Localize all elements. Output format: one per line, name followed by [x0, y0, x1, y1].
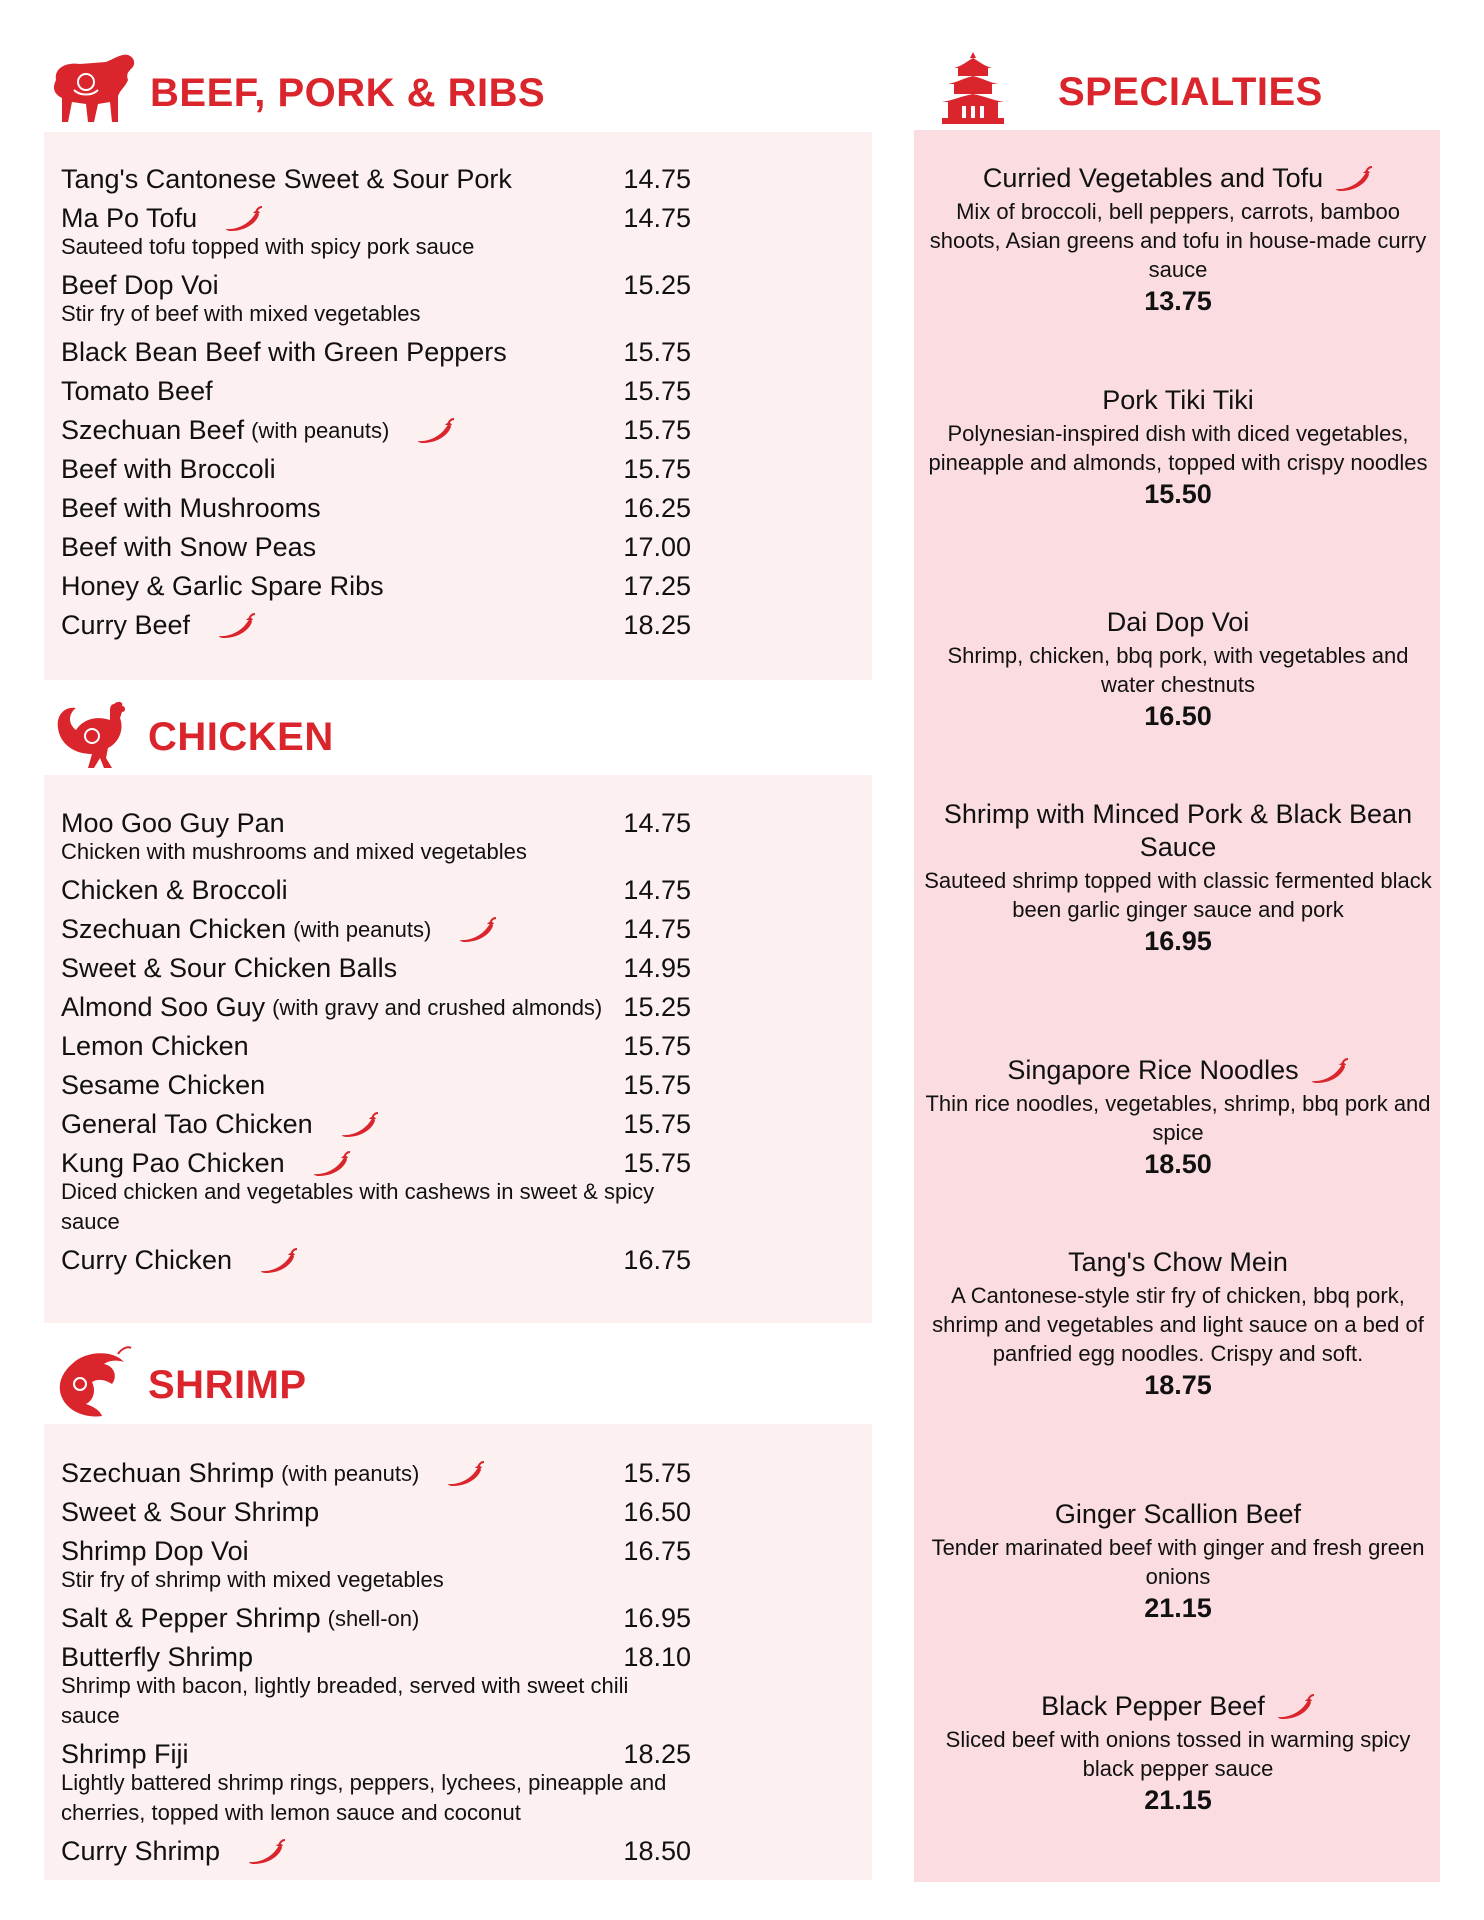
- dish-name: Moo Goo Guy Pan: [61, 808, 285, 838]
- menu-item: [61, 1027, 761, 1066]
- menu-item-price: 16.25: [623, 493, 691, 523]
- menu-item-name: [61, 808, 285, 839]
- specialty-description: Sauteed shrimp topped with classic fermented black been garlic ginger sauce and pork: [924, 868, 1432, 922]
- menu-item-name: [61, 1031, 249, 1062]
- menu-item-price: 16.75: [623, 1536, 691, 1566]
- dish-name: Sesame Chicken: [61, 1070, 266, 1100]
- menu-item-row: [61, 1454, 761, 1493]
- dish-name: Szechuan Beef: [61, 415, 245, 445]
- rooster-icon: [54, 698, 130, 772]
- menu-item-name: [61, 493, 321, 524]
- menu-item-price: 17.25: [623, 571, 691, 601]
- chicken-items: [61, 804, 761, 1280]
- menu-item-description: Shrimp with bacon, lightly breaded, served with sweet chili sauce: [61, 1673, 629, 1728]
- chili-pepper-icon: [223, 205, 263, 233]
- menu-item-name: [61, 992, 602, 1023]
- specialty-name: [918, 1054, 1438, 1087]
- menu-item-row: [61, 450, 761, 489]
- menu-item-price: 15.75: [623, 376, 691, 406]
- menu-item-name: [61, 1536, 249, 1567]
- dish-note: (with gravy and crushed almonds): [272, 994, 603, 1020]
- ox-icon: [46, 50, 138, 128]
- specialty-description: A Cantonese-style stir fry of chicken, bbq pork, shrimp and vegetables and light sauce on a bed of panfried egg noodles. Crispy and soft.: [932, 1283, 1424, 1366]
- dish-name: Chicken & Broccoli: [61, 875, 288, 905]
- menu-item: [61, 411, 761, 450]
- menu-item-name: [61, 454, 276, 485]
- menu-item-name: [61, 415, 455, 446]
- dish-name: Dai Dop Voi: [1106, 607, 1250, 637]
- menu-item: [61, 1735, 761, 1828]
- menu-item-row: [61, 871, 761, 910]
- specialty-description: Sliced beef with onions tossed in warming spicy black pepper sauce: [945, 1727, 1411, 1781]
- menu-item-price: 15.75: [623, 415, 691, 445]
- menu-item-price: 14.75: [623, 808, 691, 838]
- menu-item-name: [61, 376, 213, 407]
- dish-name: Singapore Rice Noodles: [1007, 1055, 1299, 1085]
- chili-pepper-icon: [1275, 1693, 1315, 1721]
- shrimp-items: [61, 1454, 761, 1871]
- menu-item-row: [61, 489, 761, 528]
- dish-name: Ma Po Tofu: [61, 203, 198, 233]
- menu-item-row: [61, 372, 761, 411]
- menu-item-row: [61, 949, 761, 988]
- specialties-section-title: SPECIALTIES: [1058, 69, 1323, 114]
- dish-name: Beef with Broccoli: [61, 454, 276, 484]
- specialty-item: [918, 1246, 1438, 1402]
- menu-item-description: Lightly battered shrimp rings, peppers, lychees, pineapple and cherries, topped with lemon sauce and coconut: [61, 1770, 667, 1825]
- menu-item: [61, 266, 761, 329]
- menu-item-description: Sauteed tofu topped with spicy pork sauce: [61, 234, 475, 259]
- dish-name: Beef Dop Voi: [61, 270, 219, 300]
- dish-name: Black Bean Beef with Green Peppers: [61, 337, 507, 367]
- dish-name: Sweet & Sour Shrimp: [61, 1497, 320, 1527]
- specialty-name: [918, 384, 1438, 417]
- shrimp-section-header: [52, 1344, 307, 1420]
- temple-icon: [940, 50, 1006, 126]
- menu-item-row: [61, 910, 761, 949]
- menu-item-price: 15.75: [623, 337, 691, 367]
- menu-item: [61, 528, 761, 567]
- specialty-description: Thin rice noodles, vegetables, shrimp, bbq pork and spice: [925, 1091, 1431, 1145]
- chili-pepper-icon: [339, 1111, 379, 1139]
- menu-item-price: 16.75: [623, 1245, 691, 1275]
- menu-item-price: 14.75: [623, 875, 691, 905]
- shrimp-icon: [52, 1344, 132, 1420]
- specialty-item: [918, 384, 1438, 511]
- menu-item-row: [61, 528, 761, 567]
- menu-item-price: 14.75: [623, 164, 691, 194]
- menu-item-price: 18.50: [623, 1836, 691, 1866]
- menu-item-description: Chicken with mushrooms and mixed vegetables: [61, 839, 527, 864]
- dish-name: Butterfly Shrimp: [61, 1642, 254, 1672]
- menu-item: [61, 1832, 761, 1871]
- dish-name: Honey & Garlic Spare Ribs: [61, 571, 384, 601]
- specialty-price: 21.15: [1144, 1593, 1212, 1623]
- menu-item-price: 17.00: [623, 532, 691, 562]
- dish-name: Shrimp Dop Voi: [61, 1536, 249, 1566]
- menu-item: [61, 489, 761, 528]
- specialty-description: Mix of broccoli, bell peppers, carrots, bamboo shoots, Asian greens and tofu in house-made curry sauce: [929, 199, 1427, 282]
- menu-item-name: [61, 610, 256, 641]
- menu-item: [61, 988, 761, 1027]
- menu-item: [61, 606, 761, 645]
- dish-name: Curry Chicken: [61, 1245, 233, 1275]
- menu-item-row: [61, 411, 761, 450]
- menu-item-name: [61, 571, 384, 602]
- menu-item-price: 14.95: [623, 953, 691, 983]
- chicken-section-title: CHICKEN: [148, 714, 334, 759]
- specialty-name: [918, 162, 1438, 195]
- menu-item-price: 15.25: [623, 992, 691, 1022]
- dish-name: Sweet & Sour Chicken Balls: [61, 953, 398, 983]
- dish-name: Lemon Chicken: [61, 1031, 249, 1061]
- menu-item-row: [61, 1066, 761, 1105]
- menu-item-price: 15.75: [623, 1031, 691, 1061]
- menu-item-name: [61, 1148, 351, 1179]
- menu-item-row: [61, 606, 761, 645]
- menu-item-price: 18.25: [623, 1739, 691, 1769]
- chili-pepper-icon: [415, 417, 455, 445]
- dish-name: Ginger Scallion Beef: [1054, 1499, 1302, 1529]
- menu-item-row: [61, 160, 761, 199]
- menu-item-row: [61, 1241, 761, 1280]
- menu-item-description: Diced chicken and vegetables with cashews in sweet & spicy sauce: [61, 1179, 655, 1234]
- dish-name: Shrimp with Minced Pork & Black Bean Sauce: [943, 799, 1413, 862]
- specialty-name: [918, 1690, 1438, 1723]
- menu-item-name: [61, 914, 497, 945]
- menu-item: [61, 372, 761, 411]
- specialty-price: 16.95: [1144, 926, 1212, 956]
- menu-item-price: 15.75: [623, 454, 691, 484]
- chili-pepper-icon: [246, 1838, 286, 1866]
- specialty-description: Shrimp, chicken, bbq pork, with vegetables and water chestnuts: [947, 643, 1409, 697]
- dish-name: Curry Beef: [61, 610, 191, 640]
- menu-item-row: [61, 333, 761, 372]
- menu-item: [61, 949, 761, 988]
- menu-item: [61, 160, 761, 199]
- chili-pepper-icon: [445, 1460, 485, 1488]
- menu-item-name: [61, 532, 316, 563]
- specialty-item: [918, 1054, 1438, 1181]
- menu-item: [61, 1105, 761, 1144]
- specialty-item: [918, 606, 1438, 733]
- menu-item: [61, 1241, 761, 1280]
- menu-item: [61, 1144, 761, 1237]
- menu-item-row: [61, 1493, 761, 1532]
- shrimp-section-title: SHRIMP: [148, 1362, 307, 1407]
- menu-item: [61, 1532, 761, 1595]
- chili-pepper-icon: [1309, 1057, 1349, 1085]
- dish-note: (with peanuts): [251, 417, 390, 443]
- menu-item-price: 18.25: [623, 610, 691, 640]
- beef-section-title: BEEF, PORK & RIBS: [150, 70, 546, 115]
- dish-name: Curried Vegetables and Tofu: [982, 163, 1324, 193]
- specialty-price: 18.75: [1144, 1370, 1212, 1400]
- dish-name: Black Pepper Beef: [1041, 1691, 1265, 1721]
- specialty-name: [918, 1498, 1438, 1531]
- menu-item-name: [61, 1109, 379, 1140]
- dish-note: (with peanuts): [281, 1460, 420, 1486]
- specialty-item: [918, 1498, 1438, 1625]
- menu-item: [61, 910, 761, 949]
- specialty-item: [918, 162, 1438, 318]
- menu-item-name: [61, 1603, 419, 1634]
- menu-item-price: 15.25: [623, 270, 691, 300]
- chili-pepper-icon: [1333, 165, 1373, 193]
- menu-item-name: [61, 270, 219, 301]
- menu-item-name: [61, 1245, 298, 1276]
- menu-item-row: [61, 1599, 761, 1638]
- dish-name: General Tao Chicken: [61, 1109, 313, 1139]
- menu-item: [61, 1638, 761, 1731]
- menu-item-name: [61, 1497, 319, 1528]
- dish-note: (with peanuts): [293, 916, 432, 942]
- specialty-price: 21.15: [1144, 1785, 1212, 1815]
- dish-name: Pork Tiki Tiki: [1102, 385, 1254, 415]
- menu-item-name: [61, 1836, 286, 1867]
- specialty-description: Polynesian-inspired dish with diced vegetables, pineapple and almonds, topped with crispy noodles: [928, 421, 1428, 475]
- menu-item-price: 14.75: [623, 914, 691, 944]
- dish-name: Tomato Beef: [61, 376, 213, 406]
- specialties-section-header: [940, 50, 1323, 126]
- menu-item: [61, 567, 761, 606]
- menu-item-name: [61, 1070, 265, 1101]
- chili-pepper-icon: [258, 1247, 298, 1275]
- menu-item-price: 15.75: [623, 1458, 691, 1488]
- menu-item: [61, 199, 761, 262]
- dish-name: Tang's Cantonese Sweet & Sour Pork: [61, 164, 512, 194]
- menu-item-name: [61, 875, 288, 906]
- menu-item-price: 18.10: [623, 1642, 691, 1672]
- menu-item: [61, 804, 761, 867]
- dish-name: Beef with Mushrooms: [61, 493, 321, 523]
- menu-item-name: [61, 337, 507, 368]
- specialty-item: [918, 798, 1438, 958]
- menu-item-name: [61, 953, 397, 984]
- dish-name: Salt & Pepper Shrimp: [61, 1603, 321, 1633]
- menu-item-description: Stir fry of shrimp with mixed vegetables: [61, 1567, 444, 1592]
- menu-item-price: 16.50: [623, 1497, 691, 1527]
- specialty-name: [918, 606, 1438, 639]
- dish-name: Szechuan Shrimp: [61, 1458, 275, 1488]
- menu-item-price: 16.95: [623, 1603, 691, 1633]
- specialty-name: [918, 798, 1438, 864]
- menu-item: [61, 1599, 761, 1638]
- beef-section-header: [46, 50, 545, 128]
- specialty-price: 18.50: [1144, 1149, 1212, 1179]
- menu-item-name: [61, 1739, 189, 1770]
- dish-name: Kung Pao Chicken: [61, 1148, 285, 1178]
- dish-note: (shell-on): [327, 1605, 420, 1631]
- menu-item-row: [61, 1105, 761, 1144]
- menu-item-name: [61, 1642, 253, 1673]
- menu-item: [61, 333, 761, 372]
- chili-pepper-icon: [311, 1150, 351, 1178]
- dish-name: Shrimp Fiji: [61, 1739, 189, 1769]
- dish-name: Tang's Chow Mein: [1068, 1247, 1288, 1277]
- menu-item-row: [61, 1832, 761, 1871]
- menu-item-price: 15.75: [623, 1148, 691, 1178]
- menu-item-name: [61, 164, 512, 195]
- menu-item-name: [61, 203, 263, 234]
- menu-item: [61, 450, 761, 489]
- menu-item-row: [61, 988, 761, 1027]
- dish-name: Almond Soo Guy: [61, 992, 266, 1022]
- menu-item: [61, 1454, 761, 1493]
- menu-item: [61, 1493, 761, 1532]
- chili-pepper-icon: [216, 612, 256, 640]
- dish-name: Curry Shrimp: [61, 1836, 221, 1866]
- menu-item-name: [61, 1458, 485, 1489]
- menu-item: [61, 1066, 761, 1105]
- specialty-description: Tender marinated beef with ginger and fresh green onions: [931, 1535, 1425, 1589]
- chicken-section-header: [54, 698, 334, 772]
- menu-item-description: Stir fry of beef with mixed vegetables: [61, 301, 421, 326]
- dish-name: Szechuan Chicken: [61, 914, 287, 944]
- specialty-price: 16.50: [1144, 701, 1212, 731]
- beef-items: [61, 160, 761, 645]
- menu-item: [61, 871, 761, 910]
- menu-item-price: 14.75: [623, 203, 691, 233]
- specialty-price: 15.50: [1144, 479, 1212, 509]
- menu-item-price: 15.75: [623, 1070, 691, 1100]
- menu-item-row: [61, 1027, 761, 1066]
- specialty-item: [918, 1690, 1438, 1817]
- specialty-price: 13.75: [1144, 286, 1212, 316]
- menu-item-row: [61, 567, 761, 606]
- chili-pepper-icon: [457, 916, 497, 944]
- menu-item-price: 15.75: [623, 1109, 691, 1139]
- specialty-name: [918, 1246, 1438, 1279]
- dish-name: Beef with Snow Peas: [61, 532, 317, 562]
